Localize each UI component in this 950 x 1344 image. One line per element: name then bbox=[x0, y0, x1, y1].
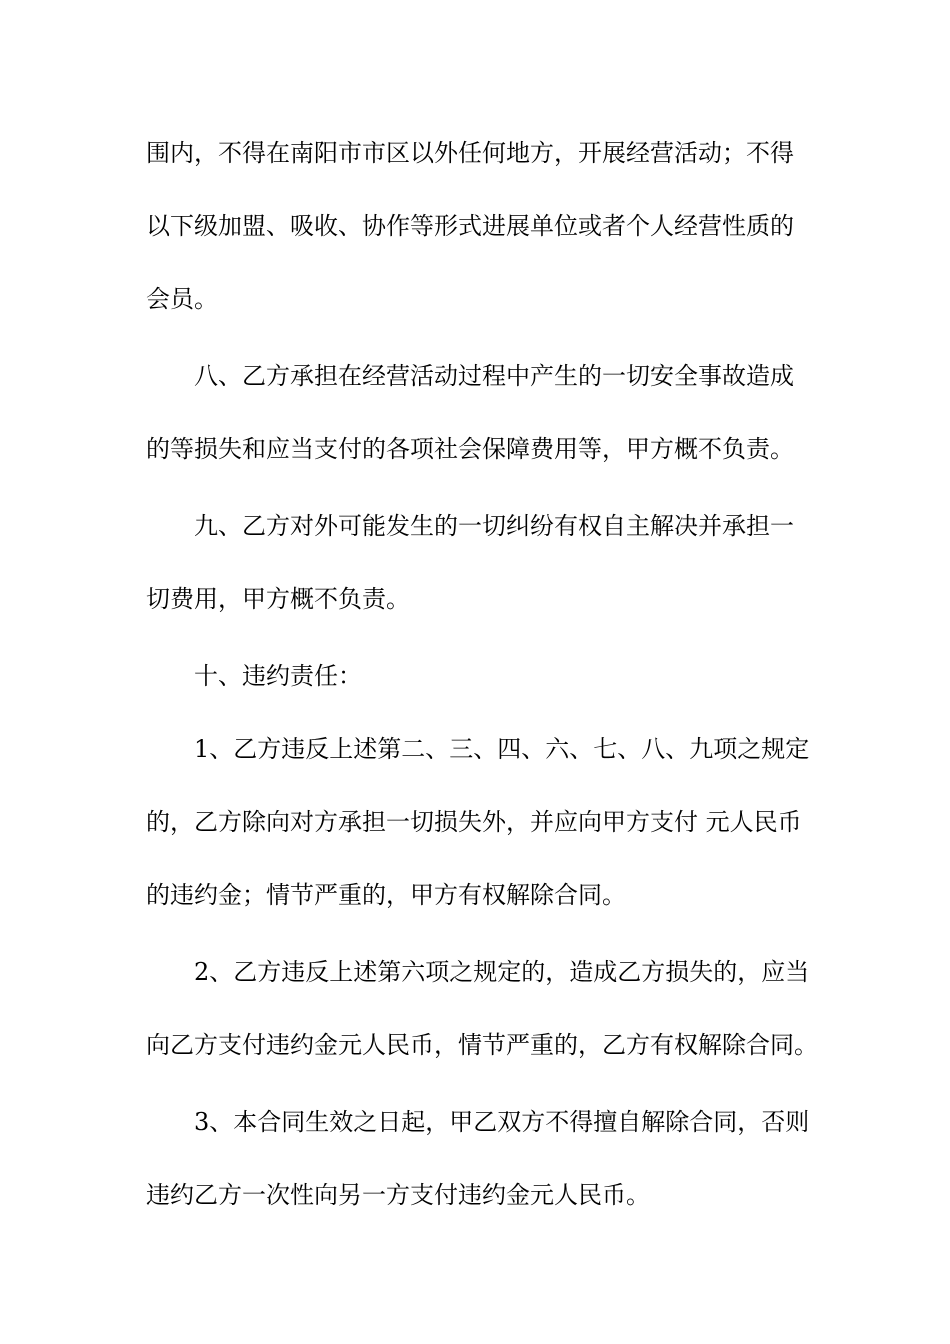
paragraph-8-heading-line: 八、乙方承担在经营活动过程中产生的一切安全事故造成 bbox=[194, 362, 794, 390]
text-line: 的违约金；情节严重的，甲方有权解除合同。 bbox=[146, 881, 626, 909]
text-line: 切费用，甲方概不负责。 bbox=[146, 585, 410, 613]
paragraph-9-heading-line: 九、乙方对外可能发生的一切纠纷有权自主解决并承担一 bbox=[194, 512, 794, 540]
clause-3-line: 3、本合同生效之日起，甲乙双方不得擅自解除合同，否则 bbox=[194, 1108, 810, 1136]
text-line: 以下级加盟、吸收、协作等形式进展单位或者个人经营性质的 bbox=[146, 212, 794, 240]
text-line: 会员。 bbox=[146, 285, 218, 313]
clause-2-line: 2、乙方违反上述第六项之规定的，造成乙方损失的，应当 bbox=[194, 958, 810, 986]
text-line: 的等损失和应当支付的各项社会保障费用等，甲方概不负责。 bbox=[146, 435, 794, 463]
text-line: 向乙方支付违约金元人民币，情节严重的，乙方有权解除合同。 bbox=[146, 1031, 818, 1059]
text-line: 的，乙方除向对方承担一切损失外，并应向甲方支付 元人民币 bbox=[146, 808, 802, 836]
section-heading-breach-liability: 十、违约责任： bbox=[194, 662, 362, 690]
clause-1-line: 1、乙方违反上述第二、三、四、六、七、八、九项之规定 bbox=[194, 735, 810, 763]
text-line: 围内，不得在南阳市市区以外任何地方，开展经营活动；不得 bbox=[146, 139, 794, 167]
text-line: 违约乙方一次性向另一方支付违约金元人民币。 bbox=[146, 1181, 650, 1209]
